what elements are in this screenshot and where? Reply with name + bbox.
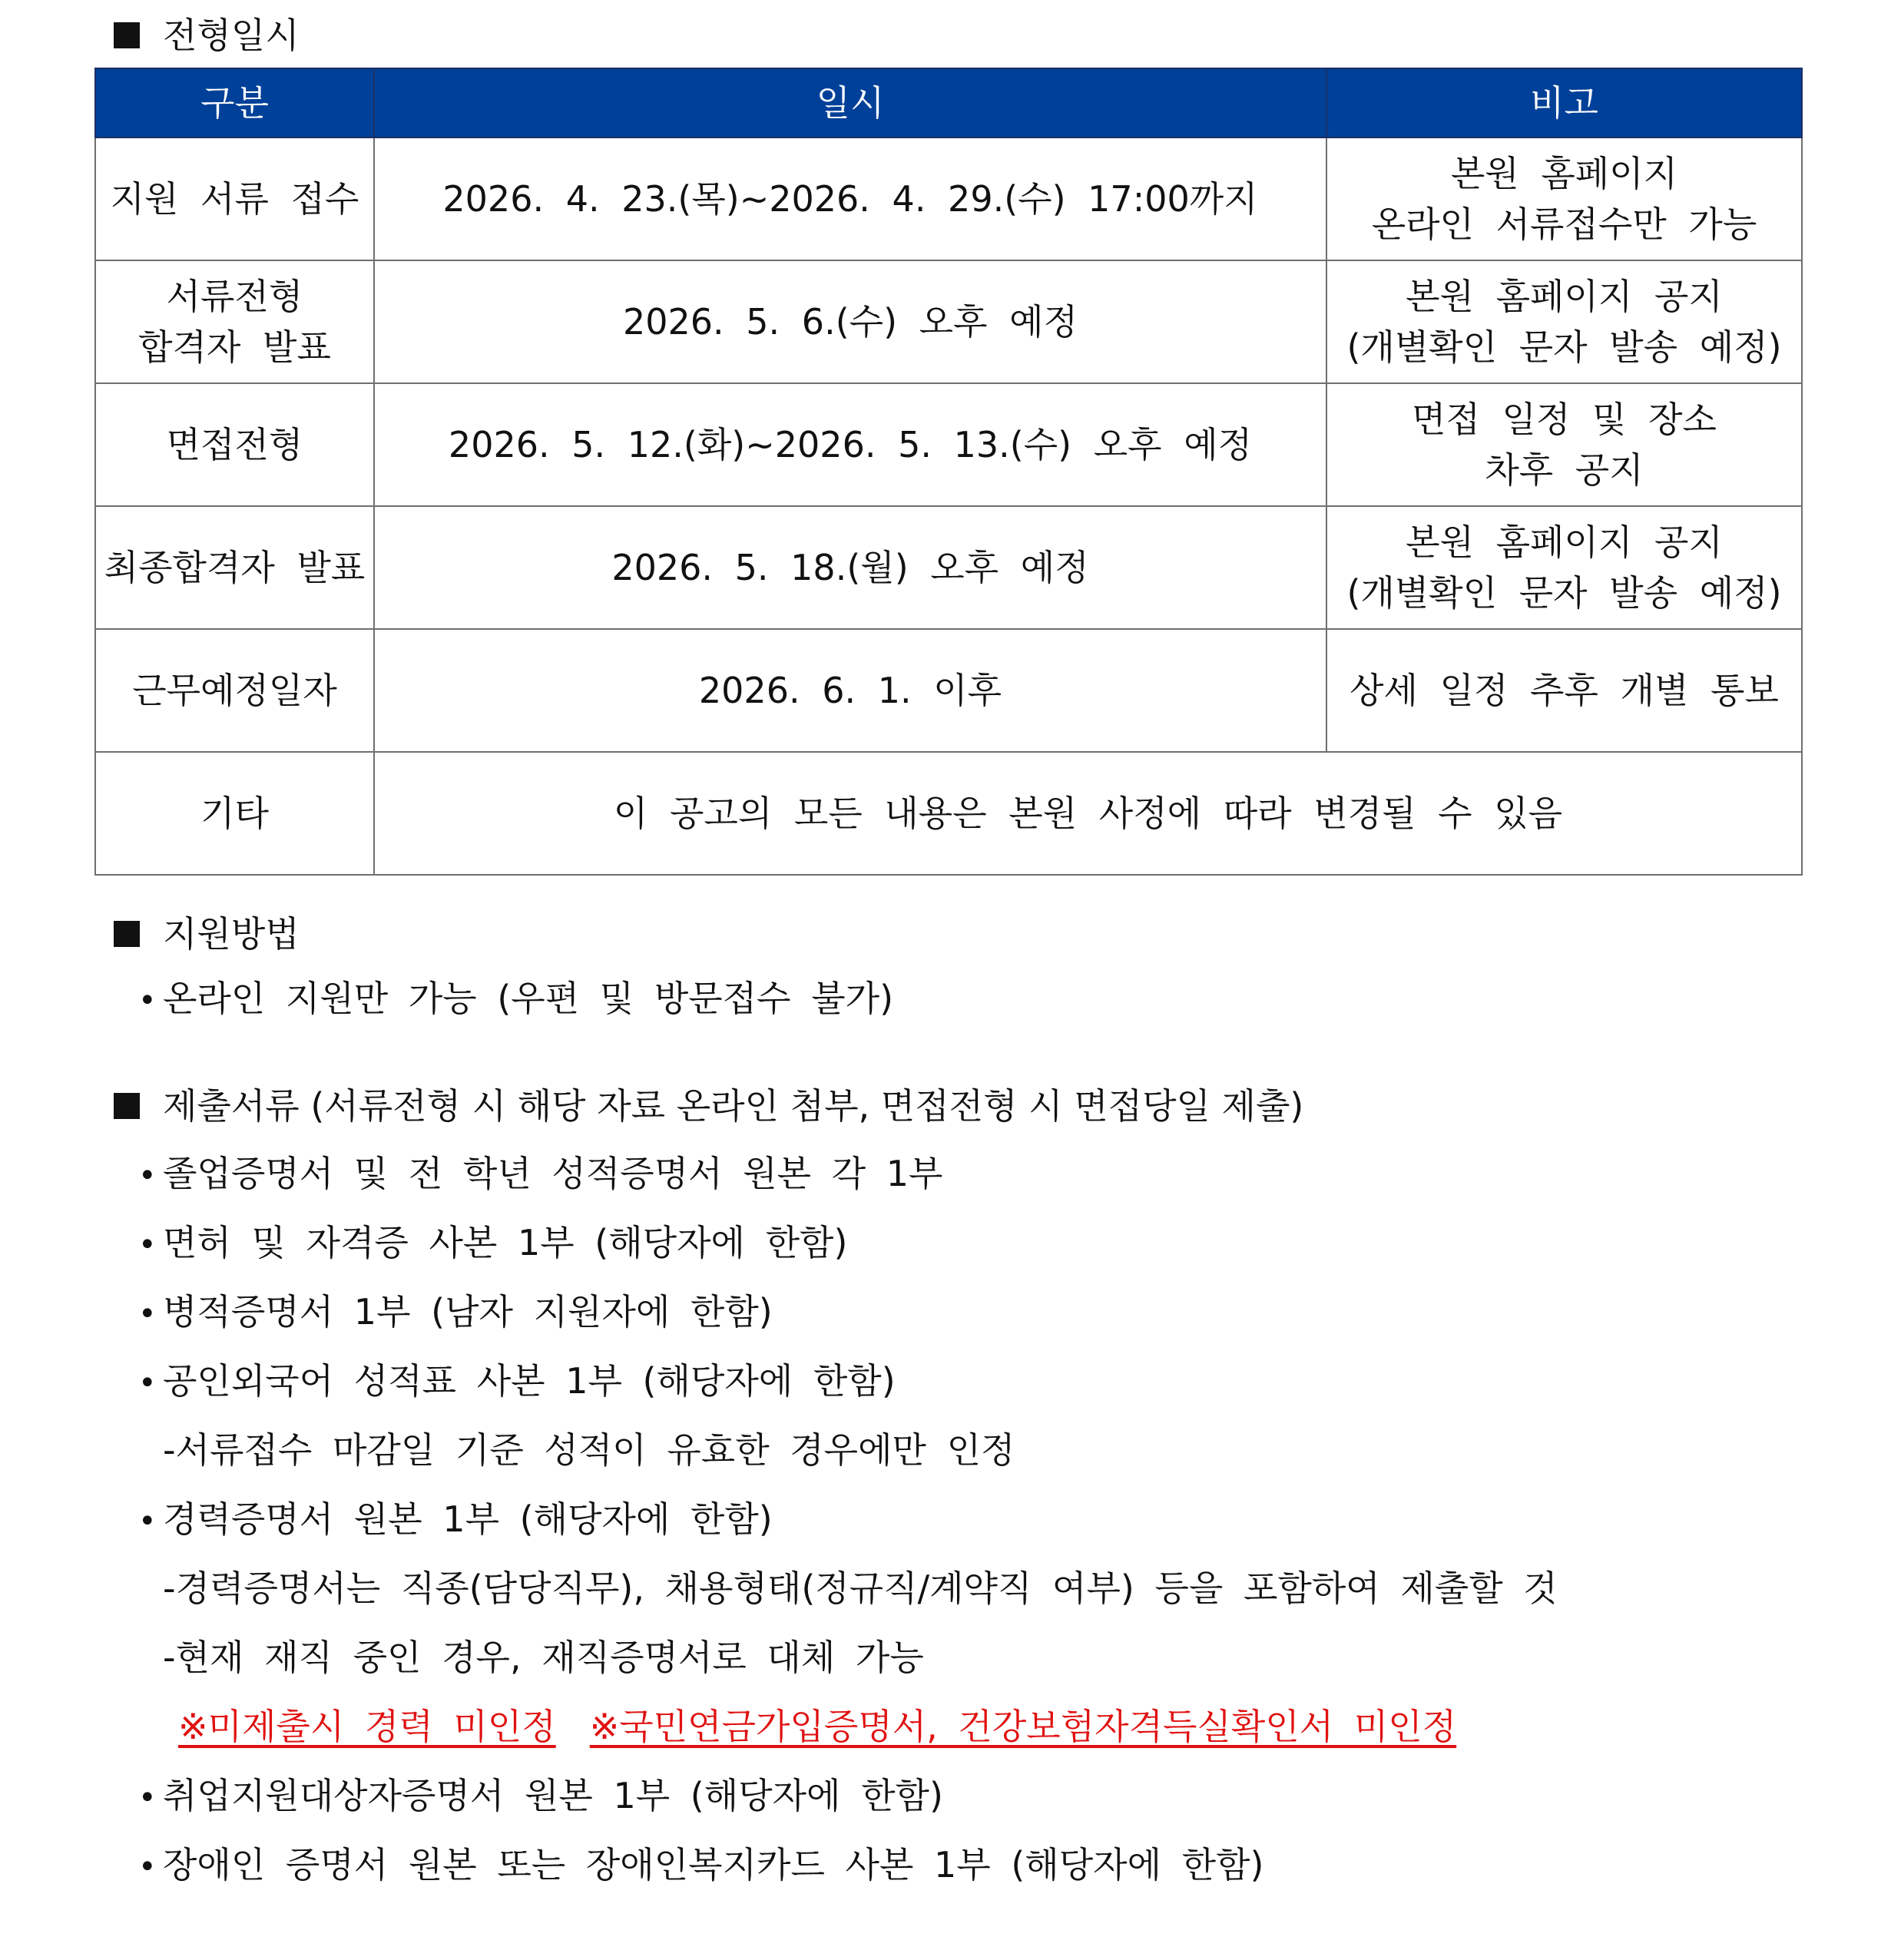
header-date: 일시 [374,68,1326,137]
header-note: 비고 [1326,68,1802,137]
list-item [138,975,893,1024]
bullet-dot-icon: • [138,1504,157,1539]
document-item: 장애인 증명서 원본 또는 장애인복지카드 사본 1부 (해당자에 한함) [163,1844,1264,1886]
warning-note: ※국민연금가입증명서, 건강보험자격득실확인서 미인정 [589,1706,1457,1747]
row-date: 2026. 5. 18.(월) 오후 예정 [374,506,1326,629]
table-row [95,629,1802,752]
documents-title: 제출서류 (서류전형 시 해당 자료 온라인 첨부, 면접전형 시 면접당일 제출) [163,1085,1304,1127]
row-date: 2026. 4. 23.(목)~2026. 4. 29.(수) 17:00까지 [374,137,1326,260]
bullet-dot-icon: • [138,1849,157,1885]
table-row [95,383,1802,506]
row-note: 면접 일정 및 장소 차후 공지 [1326,383,1802,506]
row-category: 기타 [95,752,374,875]
table-row [95,752,1802,875]
list-subitem: -경력증명서는 직종(담당직무), 채용형태(정규직/계약직 여부) 등을 포함하여 제출할 것 [163,1568,1558,1609]
table-header-row [95,68,1802,137]
table-row [95,506,1802,629]
warning-note: ※미제출시 경력 미인정 [178,1706,556,1747]
bullet-dot-icon: • [138,1227,157,1263]
section-title-schedule [114,12,300,58]
row-date: 2026. 5. 12.(화)~2026. 5. 13.(수) 오후 예정 [374,383,1326,506]
header-category: 구분 [95,68,374,137]
list-item [138,1496,773,1544]
row-date: 2026. 5. 6.(수) 오후 예정 [374,260,1326,383]
row-category: 최종합격자 발표 [95,506,374,629]
document-item: 공인외국어 성적표 사본 1부 (해당자에 한함) [163,1360,896,1402]
row-note: 상세 일정 추후 개별 통보 [1326,629,1802,752]
list-item [138,1358,896,1406]
square-bullet-icon [114,22,140,48]
table-row [95,137,1802,260]
document-item: 취업지원대상자증명서 원본 1부 (해당자에 한함) [163,1775,943,1816]
list-item [138,1220,847,1268]
row-category: 면접전형 [95,383,374,506]
list-item [138,1773,943,1821]
list-item [138,1289,773,1337]
square-bullet-icon [114,1093,140,1119]
section-title-documents [114,1083,1303,1129]
table-row [95,260,1802,383]
bullet-dot-icon: • [138,1296,157,1332]
list-subitem: -서류접수 마감일 기준 성적이 유효한 경우에만 인정 [163,1429,1015,1471]
schedule-title: 전형일시 [163,15,300,56]
apply-title: 지원방법 [163,913,300,955]
list-item [138,1842,1263,1890]
apply-item: 온라인 지원만 가능 (우편 및 방문접수 불가) [163,978,894,1019]
list-subitem: -현재 재직 중인 경우, 재직증명서로 대체 가능 [163,1637,924,1678]
row-category: 근무예정일자 [95,629,374,752]
row-note: 본원 홈페이지 공지 (개별확인 문자 발송 예정) [1326,506,1802,629]
row-note: 본원 홈페이지 공지 (개별확인 문자 발송 예정) [1326,260,1802,383]
bullet-dot-icon: • [138,1780,157,1816]
list-item [138,1151,942,1199]
section-title-apply [114,911,300,957]
document-item: 병적증명서 1부 (남자 지원자에 한함) [163,1291,773,1333]
warning-line [138,1703,1456,1750]
row-date: 2026. 6. 1. 이후 [374,629,1326,752]
bullet-dot-icon: • [138,983,157,1018]
row-note: 본원 홈페이지 온라인 서류접수만 가능 [1326,137,1802,260]
row-category: 서류전형 합격자 발표 [95,260,374,383]
square-bullet-icon [114,921,140,947]
row-category: 지원 서류 접수 [95,137,374,260]
schedule-table [94,68,1803,876]
bullet-dot-icon: • [138,1366,157,1401]
bullet-dot-icon: • [138,1158,157,1194]
row-merged-note: 이 공고의 모든 내용은 본원 사정에 따라 변경될 수 있음 [374,752,1802,875]
document-item: 면허 및 자격증 사본 1부 (해당자에 한함) [163,1222,848,1263]
document-item: 졸업증명서 및 전 학년 성적증명서 원본 각 1부 [163,1153,943,1194]
document-item: 경력증명서 원본 1부 (해당자에 한함) [163,1498,773,1540]
